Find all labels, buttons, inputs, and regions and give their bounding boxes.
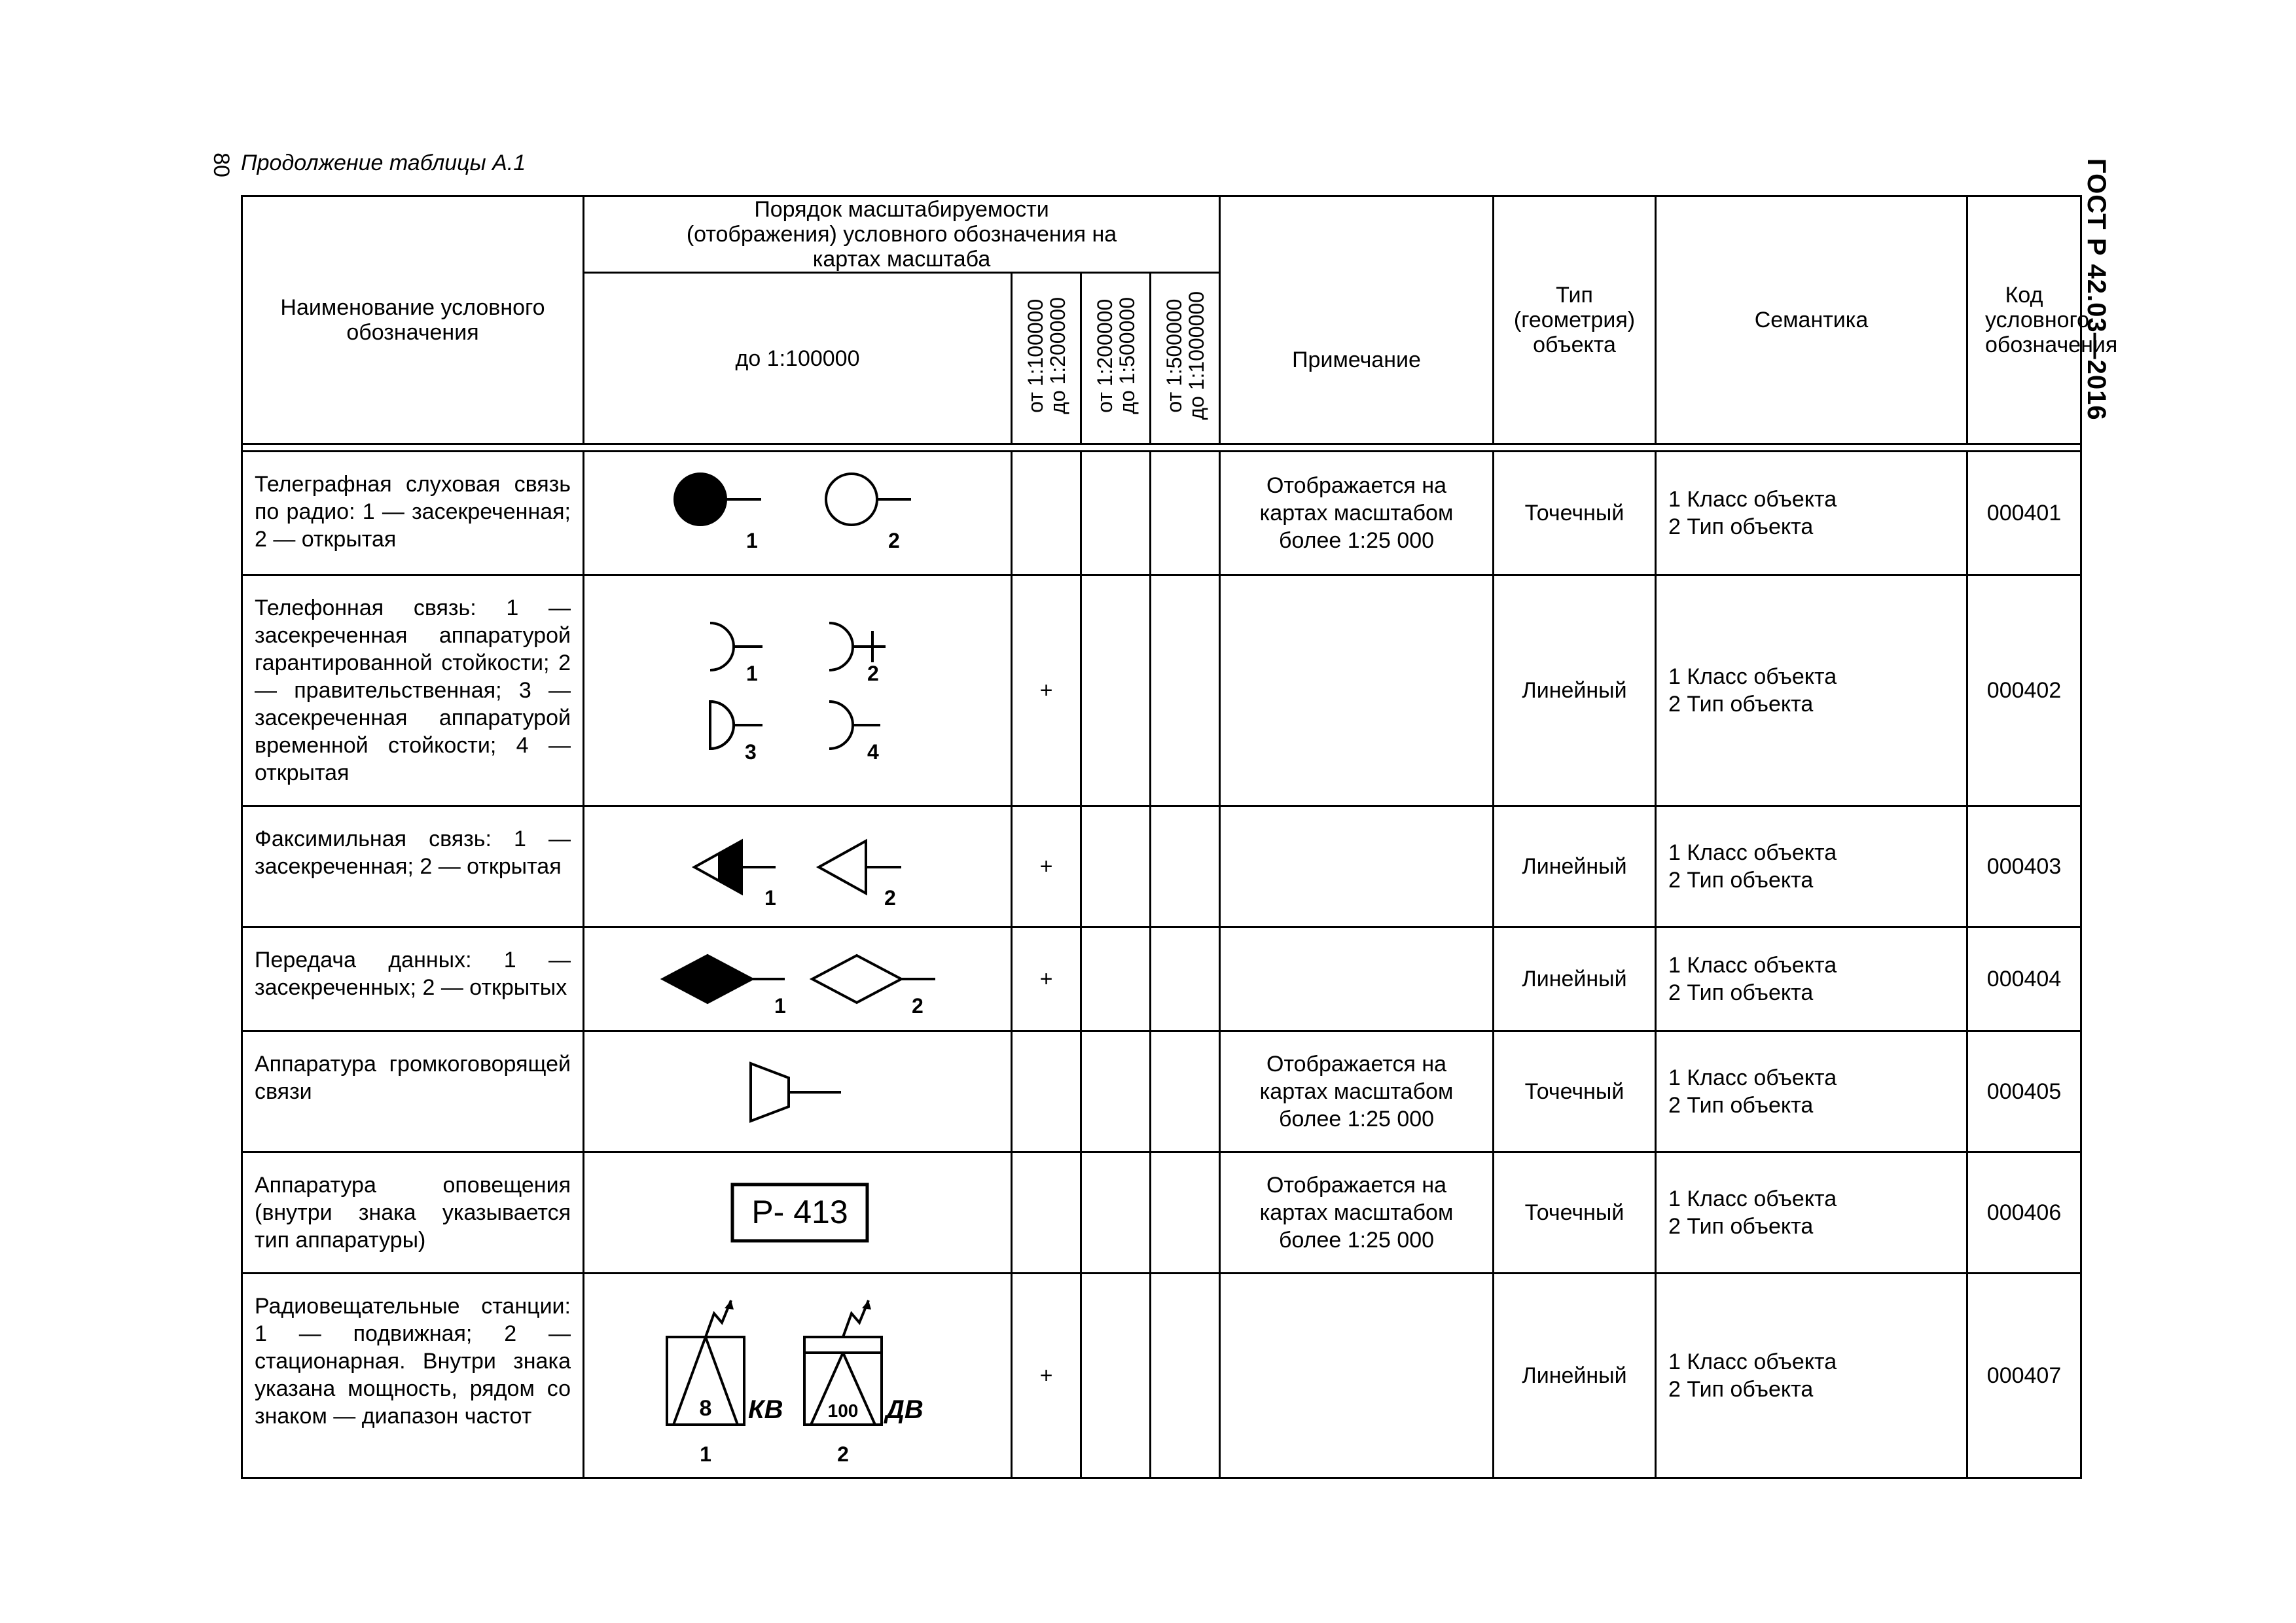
telephone-icon-4: [829, 702, 853, 749]
row-semantics: 1 Класс объекта 2 Тип объекта: [1656, 927, 1967, 1031]
telegraph-radio-symbols: [584, 452, 1012, 575]
symbol-label: 2: [884, 886, 896, 910]
symbol-label: 1: [764, 886, 776, 910]
scale-mark-3: [1151, 927, 1220, 1031]
row-note: [1220, 806, 1494, 927]
symbol-label: 1: [746, 662, 758, 685]
header-scale-100k-200k: от 1:100000 до 1:200000: [1012, 273, 1081, 444]
filled-diamond-icon: [663, 955, 752, 1003]
row-name: Аппаратура оповещения (внутри знака указывается тип аппаратуры): [242, 1152, 584, 1274]
frequency-range-label: КВ: [748, 1395, 783, 1424]
scale-mark-2: [1081, 452, 1151, 575]
loudspeaker-symbol: [584, 1031, 1012, 1152]
row-name: Передача данных: 1 — засекреченных; 2 — открытых: [242, 927, 584, 1031]
row-semantics: 1 Класс объекта 2 Тип объекта: [1656, 575, 1967, 806]
symbol-label: 2: [912, 994, 924, 1018]
scale-mark-3: [1151, 1274, 1220, 1478]
scale-mark-1: +: [1012, 1274, 1081, 1478]
row-name: Телеграфная слуховая связь по радио: 1 — засекреченная; 2 — открытая: [242, 452, 584, 575]
frequency-range-label: ДВ: [886, 1395, 924, 1424]
row-code: 000405: [1967, 1031, 2081, 1152]
scale-mark-1: [1012, 452, 1081, 575]
scale-mark-2: [1081, 1031, 1151, 1152]
row-note: Отображается на картах масштабом более 1:25 000: [1220, 1152, 1494, 1274]
row-code: 000403: [1967, 806, 2081, 927]
telephone-icon-3: [710, 702, 734, 749]
symbol-label: 3: [745, 740, 757, 764]
header-scale-group: Порядок масштабируемости (отображения) условного обозначения на картах масштаба: [584, 196, 1220, 273]
broadcast-station-symbols: [584, 1274, 1012, 1478]
telephone-icon-2: [829, 623, 853, 670]
row-code: 000404: [1967, 927, 2081, 1031]
header-scale-500k-1m: от 1:500000 до 1:1000000: [1151, 273, 1220, 444]
scale-mark-2: [1081, 806, 1151, 927]
scale-mark-3: [1151, 452, 1220, 575]
row-name: Аппаратура громкоговорящей связи: [242, 1031, 584, 1152]
telephone-symbols: [584, 575, 1012, 806]
filled-circle-icon: [675, 474, 726, 525]
scale-mark-3: [1151, 1031, 1220, 1152]
loudspeaker-icon: [751, 1063, 789, 1121]
standard-designation: ГОСТ Р 42.03—2016: [2082, 158, 2111, 421]
row-note: Отображается на картах масштабом более 1:25 000: [1220, 452, 1494, 575]
scale-mark-2: [1081, 575, 1151, 806]
scale-mark-2: [1081, 1152, 1151, 1274]
table-row: [242, 1152, 2081, 1274]
row-code: 000406: [1967, 1152, 2081, 1274]
table-row: [242, 1031, 2081, 1152]
header-code: Код условного обозначения: [1967, 196, 2081, 444]
row-note: [1220, 1274, 1494, 1478]
symbol-label: 1: [700, 1442, 711, 1466]
table-row: [242, 1274, 2081, 1478]
row-type: Точечный: [1494, 1152, 1656, 1274]
row-type: Линейный: [1494, 575, 1656, 806]
row-note: [1220, 575, 1494, 806]
telephone-icon-1: [710, 623, 734, 670]
header-name: Наименование условного обозначения: [242, 196, 584, 444]
row-name: Факсимильная связь: 1 — засекреченная; 2 — открытая: [242, 806, 584, 927]
scale-mark-3: [1151, 806, 1220, 927]
header-type: Тип (геометрия) объекта: [1494, 196, 1656, 444]
row-semantics: 1 Класс объекта 2 Тип объекта: [1656, 1152, 1967, 1274]
power-label: 8: [699, 1396, 712, 1421]
symbol-label: 1: [746, 529, 758, 552]
scale-mark-1: [1012, 1152, 1081, 1274]
row-type: Линейный: [1494, 927, 1656, 1031]
open-circle-icon: [826, 474, 877, 525]
row-type: Линейный: [1494, 806, 1656, 927]
scale-mark-1: +: [1012, 806, 1081, 927]
open-diamond-icon: [812, 955, 901, 1003]
scale-mark-1: +: [1012, 927, 1081, 1031]
row-code: 000407: [1967, 1274, 2081, 1478]
row-type: Точечный: [1494, 1031, 1656, 1152]
table-continuation-caption: Продолжение таблицы А.1: [241, 151, 526, 175]
row-semantics: 1 Класс объекта 2 Тип объекта: [1656, 806, 1967, 927]
symbol-label: 2: [888, 529, 900, 552]
scale-mark-1: [1012, 1031, 1081, 1152]
equipment-type-label: Р- 413: [751, 1194, 848, 1230]
power-label: 100: [827, 1400, 859, 1421]
table-row: [242, 927, 2081, 1031]
symbol-label: 4: [867, 740, 879, 764]
symbol-label: 2: [837, 1442, 849, 1466]
scale-mark-2: [1081, 927, 1151, 1031]
scale-mark-3: [1151, 575, 1220, 806]
scale-mark-2: [1081, 1274, 1151, 1478]
fax-symbols: [584, 806, 1012, 927]
row-note: [1220, 927, 1494, 1031]
header-scale-upto-100k: до 1:100000: [584, 273, 1012, 444]
row-name: Радиовещательные станции: 1 — подвижная; 2 — стационарная. Внутри знака указана мощность, рядом со знаком — диапазон частот: [242, 1274, 584, 1478]
table-row: [242, 575, 2081, 806]
scale-mark-3: [1151, 1152, 1220, 1274]
table-row: [242, 452, 2081, 575]
header-scale-200k-500k: от 1:200000 до 1:500000: [1081, 273, 1151, 444]
table-row: [242, 806, 2081, 927]
data-transfer-symbols: [584, 927, 1012, 1031]
page-number: 80: [209, 152, 234, 177]
row-semantics: 1 Класс объекта 2 Тип объекта: [1656, 1274, 1967, 1478]
row-semantics: 1 Класс объекта 2 Тип объекта: [1656, 1031, 1967, 1152]
row-semantics: 1 Класс объекта 2 Тип объекта: [1656, 452, 1967, 575]
header-semantics: Семантика: [1656, 196, 1967, 444]
symbol-label: 2: [867, 662, 879, 685]
row-type: Линейный: [1494, 1274, 1656, 1478]
scale-mark-1: +: [1012, 575, 1081, 806]
row-type: Точечный: [1494, 452, 1656, 575]
alert-equipment-symbol: [584, 1152, 1012, 1274]
row-note: Отображается на картах масштабом более 1:25 000: [1220, 1031, 1494, 1152]
row-code: 000401: [1967, 452, 2081, 575]
fax-triangle-open-icon: [819, 841, 866, 893]
row-code: 000402: [1967, 575, 2081, 806]
header-note: Примечание: [1220, 196, 1494, 444]
symbol-label: 1: [774, 994, 786, 1018]
row-name: Телефонная связь: 1 — засекреченная аппаратурой гарантированной стойкости; 2 — правительственная; 3 — засекреченная аппаратурой временной стойкости; 4 — открытая: [242, 575, 584, 806]
